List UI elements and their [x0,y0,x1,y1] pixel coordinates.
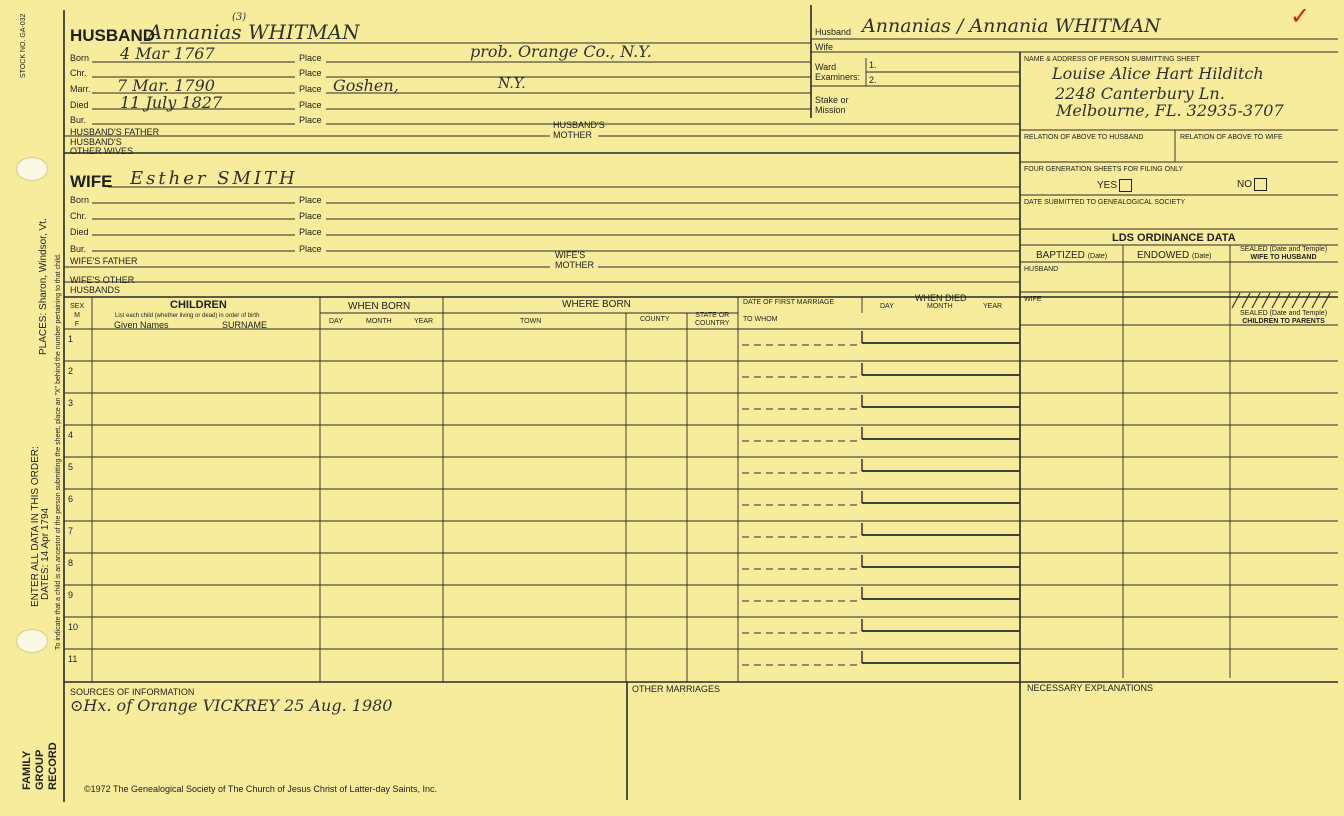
sex-f: F [74,321,80,328]
child-row-1: 1 [68,334,74,344]
fgr-line-3: RECORD [47,742,59,790]
wife-place-label-4: Place [299,244,322,254]
baptized-date-note: (Date) [1087,253,1108,260]
state-header-1: STATE OR [695,312,730,319]
wife-other-husbands-2: HUSBANDS [70,285,121,295]
children-note: List each child (whether living or dead) in order of birth [115,313,260,319]
wife-father-label: WIFE'S FATHER [70,256,138,266]
husband-marr-state[interactable]: N.Y. [498,76,526,92]
other-marriages-label: OTHER MARRIAGES [632,684,721,694]
where-born-header: WHERE BORN [562,299,631,310]
wife-other-husbands-1: WIFE'S OTHER [70,275,135,285]
necessary-explanations-label: NECESSARY EXPLANATIONS [1027,683,1154,693]
husband-place-label-2: Place [299,68,322,78]
given-names-header: Given Names [114,320,169,330]
wife-died-label: Died [70,227,89,237]
wife-name[interactable]: Esther SMITH [130,168,298,189]
husband-other-wives-2: OTHER WIVES [70,146,134,156]
husband-marr-date[interactable]: 7 Mar. 1790 [117,76,215,95]
wife-label: WIFE [70,172,113,191]
submitter-line-1[interactable]: Louise Alice Hart Hilditch [1052,64,1264,83]
husband-place-label-3: Place [299,84,322,94]
husband-label: HUSBAND [70,26,155,45]
surname-header: SURNAME [222,320,268,330]
baptized-header [1036,250,1107,261]
wife-other-husbands-label [70,275,134,295]
enter-order-note: ENTER ALL DATA IN THIS ORDER: [30,446,41,607]
husband-mother-label-1: HUSBAND'S [553,120,605,130]
sources-label: SOURCES OF INFORMATION [70,687,195,697]
husband-chr-label: Chr. [70,68,87,78]
husband-place-label-4: Place [299,100,322,110]
sealed-wife-1: SEALED (Date and Temple) [1240,246,1328,253]
yes-checkbox[interactable] [1119,179,1132,192]
born-day-header: DAY [329,318,343,325]
submitter-line-2[interactable]: 2248 Canterbury Ln. [1055,84,1225,103]
dates-note: DATES: 14 Apr 1794 [40,507,51,600]
sex-label: SEX [70,303,85,310]
husband-place-label-5: Place [299,115,322,125]
child-row-3: 3 [68,398,74,408]
husband-place-label-1: Place [299,53,322,63]
submitter-label: NAME & ADDRESS OF PERSON SUBMITTING SHEET [1024,56,1200,63]
child-row-11: 11 [68,654,78,664]
submitter-line-3[interactable]: Melbourne, FL. 32935-3707 [1056,101,1284,120]
lds-husband-label: HUSBAND [1024,266,1059,273]
endowed-header [1137,250,1211,261]
relation-wife-label: RELATION OF ABOVE TO WIFE [1180,134,1283,141]
four-gen-label: FOUR GENERATION SHEETS FOR FILING ONLY [1024,166,1184,173]
relation-husband-label: RELATION OF ABOVE TO HUSBAND [1024,134,1144,141]
yes-label: YES [1097,180,1118,192]
ancestor-instruction: To indicate that a child is an ancestor of the person submitting the sheet, place an "X" behind the number pertaining to that child. [55,253,62,650]
wife-place-label-3: Place [299,227,322,237]
ward-label: Ward [815,62,837,72]
child-row-6: 6 [68,494,74,504]
check-mark-icon: ✓ [1290,2,1311,30]
husband-other-wives-1: HUSBAND'S [70,137,122,147]
when-died-header: WHEN DIED [915,293,967,303]
born-year-header: YEAR [414,318,434,325]
no-checkbox[interactable] [1254,178,1267,191]
stake-mission-label [815,95,849,115]
child-row-lines [64,331,1338,665]
stake-label: Stake or [815,95,849,105]
wife-mother-label [555,250,594,270]
no-label: NO [1237,179,1252,191]
husband-mother-label [553,120,605,140]
sex-m: M [74,312,80,319]
examiner-2: 2. [869,75,877,85]
died-day-header: DAY [880,303,894,310]
no-option[interactable] [1237,178,1267,191]
wife-born-label: Born [70,195,90,205]
husband-other-wives-label [70,138,133,156]
county-header: COUNTY [640,316,670,323]
stock-number: STOCK NO. GA-032 [20,13,27,78]
lds-title: LDS ORDINANCE DATA [1112,232,1236,244]
state-header [695,312,729,328]
child-row-4: 4 [68,430,74,440]
endowed-label: ENDOWED [1137,250,1190,261]
husband-died-label: Died [70,100,89,110]
baptized-label: BAPTIZED [1036,250,1085,261]
examiner-1: 1. [869,60,877,70]
sex-header [70,302,84,329]
first-marriage-header: DATE OF FIRST MARRIAGE [743,299,835,306]
died-year-header: YEAR [983,303,1003,310]
husband-marr-label: Marr. [70,84,91,94]
date-submitted-label: DATE SUBMITTED TO GENEALOGICAL SOCIETY [1024,199,1186,206]
town-header: TOWN [520,318,542,325]
children-title: CHILDREN [170,299,227,311]
husband-marr-place[interactable]: Goshen, [333,76,399,95]
husband-superscript: (3) [232,12,247,23]
copyright-notice: ©1972 The Genealogical Society of The Church of Jesus Christ of Latter-day Saints, Inc. [84,784,437,794]
right-husband-name[interactable]: Annanias / Annania WHITMAN [862,15,1161,37]
husband-mother-label-2: MOTHER [553,130,592,140]
born-month-header: MONTH [366,318,392,325]
husband-father-label: HUSBAND'S FATHER [70,127,160,137]
child-row-2: 2 [68,366,74,376]
sealed-children-header [1240,310,1327,326]
sources-value[interactable]: ⊙Hx. of Orange VICKREY 25 Aug. 1980 [70,696,393,715]
child-row-9: 9 [68,590,74,600]
mission-label: Mission [815,105,846,115]
husband-born-date[interactable]: 4 Mar 1767 [120,44,215,63]
wife-place-label-2: Place [299,211,322,221]
wife-mother-label-2: MOTHER [555,260,594,270]
died-month-header: MONTH [927,303,953,310]
sealed-wife-2: WIFE TO HUSBAND [1250,254,1317,261]
right-wife-label: Wife [815,42,833,52]
yes-option[interactable] [1097,179,1132,192]
husband-bur-label: Bur. [70,115,87,125]
wife-place-label-1: Place [299,195,322,205]
husband-died-date[interactable]: 11 July 1827 [120,93,223,112]
husband-born-place[interactable]: prob. Orange Co., N.Y. [470,42,652,61]
wife-mother-label-1: WIFE'S [555,250,586,260]
lds-wife-label: WIFE [1024,296,1042,303]
state-header-2: COUNTRY [695,320,730,327]
wife-chr-label: Chr. [70,211,87,221]
endowed-date-note: (Date) [1192,253,1212,260]
to-whom-header: TO WHOM [743,316,778,323]
husband-name[interactable]: Annanias WHITMAN [148,20,360,44]
sealed-children-2: CHILDREN TO PARENTS [1242,318,1325,325]
right-husband-label: Husband [815,27,852,37]
fgr-line-1: FAMILY [21,750,33,790]
child-row-10: 10 [68,622,79,632]
places-note: PLACES: Sharon, Windsor, Vt. [38,218,49,355]
fgr-line-2: GROUP [34,749,46,790]
hatch-block [1232,293,1330,308]
examiners-label: Examiners: [815,72,861,82]
sealed-children-1: SEALED (Date and Temple) [1240,310,1328,317]
husband-born-label: Born [70,53,90,63]
when-born-header: WHEN BORN [348,301,411,312]
child-row-5: 5 [68,462,74,472]
sealed-wife-header [1240,246,1327,262]
child-row-7: 7 [68,526,74,536]
child-row-8: 8 [68,558,74,568]
wife-bur-label: Bur. [70,244,87,254]
